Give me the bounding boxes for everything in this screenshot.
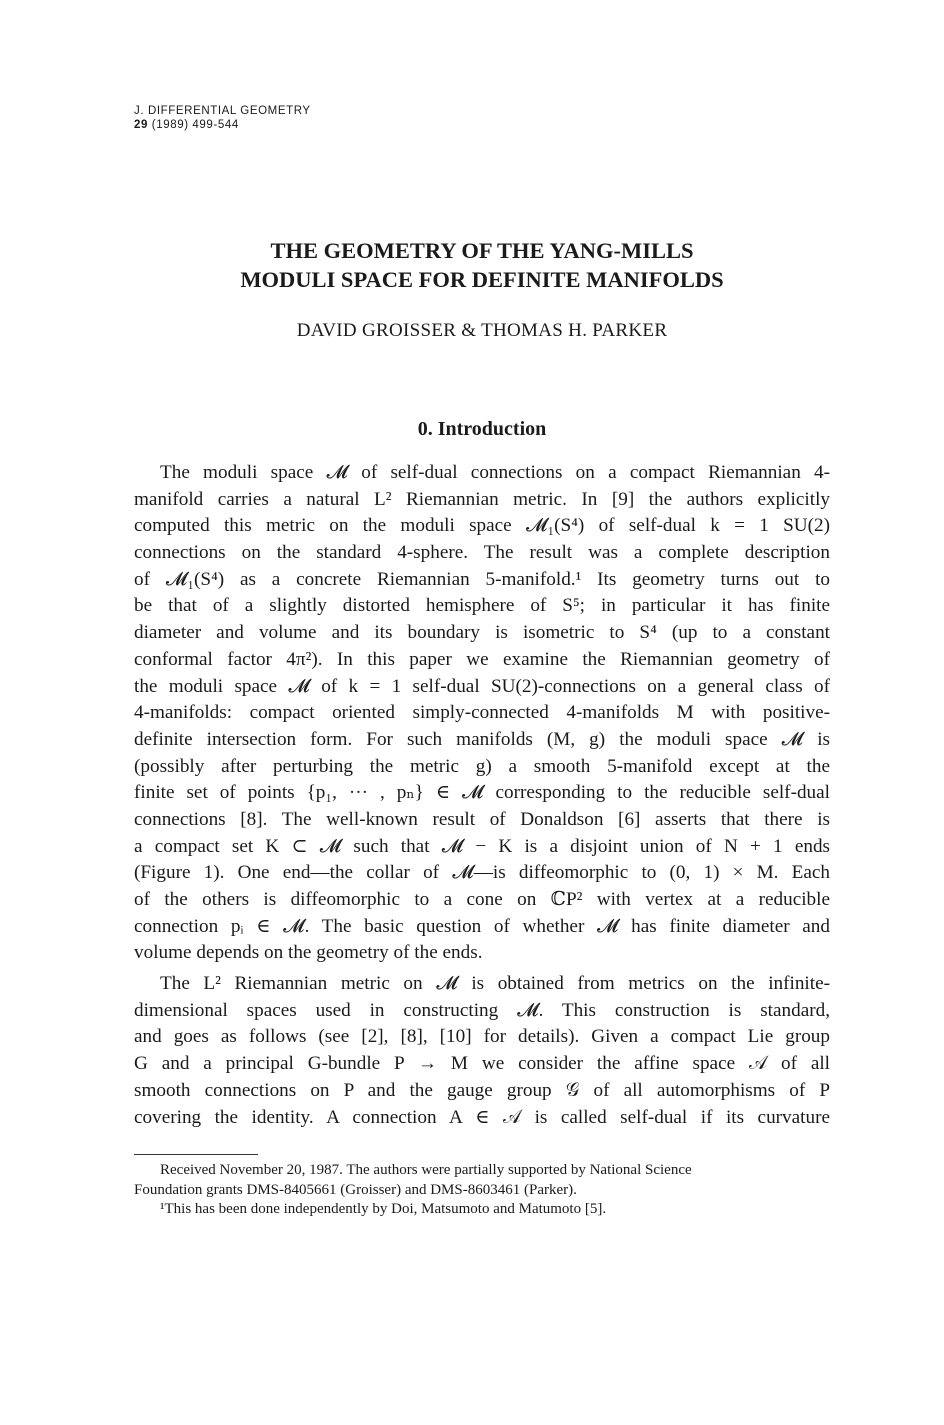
paper-title	[134, 236, 830, 294]
text-line: conformal factor 4π²). In this paper we examine the Riemannian geometry of	[134, 648, 830, 670]
paper-authors: DAVID GROISSER & THOMAS H. PARKER	[296, 320, 668, 341]
paragraph-2	[134, 971, 830, 1131]
text-line: diameter and volume and its boundary is isometric to S⁴ (up to a constant	[134, 622, 830, 644]
footnotes	[134, 1161, 830, 1220]
footnote-received-line: Received November 20, 1987. The authors were partially supported by National Science	[160, 1162, 692, 1178]
footnote-received-line: Foundation grants DMS-8405661 (Groisser) and DMS-8603461 (Parker).	[134, 1181, 577, 1198]
text-line: of the others is diffeomorphic to a cone on ℂP² with vertex at a reducible	[134, 889, 830, 910]
text-line: connections on the standard 4-sphere. The result was a complete description	[134, 542, 830, 564]
text-line: volume depends on the geometry of the ends.	[134, 942, 483, 964]
text-line: computed this metric on the moduli space 𝓜₁(S⁴) of self-dual k = 1 SU(2)	[134, 515, 830, 537]
text-line: 4-manifolds: compact oriented simply-connected 4-manifolds M with positive-	[134, 702, 830, 724]
text-line: of 𝓜₁(S⁴) as a concrete Riemannian 5-manifold.¹ Its geometry turns out to	[134, 568, 830, 590]
text-line: G and a principal G-bundle P → M we consider the affine space 𝒜 of all	[134, 1053, 830, 1075]
journal-name: J. DIFFERENTIAL GEOMETRY	[134, 105, 311, 117]
text-line: manifold carries a natural L² Riemannian metric. In [9] the authors explicitly	[134, 488, 830, 510]
footnote-1: ¹This has been done independently by Doi, Matsumoto and Matumoto [5].	[160, 1201, 607, 1217]
text-line: (Figure 1). One end—the collar of 𝓜—is diffeomorphic to (0, 1) × M. Each	[134, 862, 830, 884]
text-line: The moduli space 𝓜 of self-dual connections on a compact Riemannian 4-	[160, 462, 830, 483]
journal-year-pages: (1989) 499-544	[151, 119, 239, 131]
title-line-2: MODULI SPACE FOR DEFINITE MANIFOLDS	[240, 267, 724, 292]
text-line: and goes as follows (see [2], [8], [10] for details). Given a compact Lie group	[134, 1026, 830, 1048]
journal-volume: 29	[134, 119, 148, 131]
section-heading: 0. Introduction	[417, 418, 547, 440]
paragraph-1	[134, 460, 830, 967]
body-text	[134, 460, 830, 1131]
text-line: smooth connections on P and the gauge group 𝒢 of all automorphisms of P	[134, 1079, 830, 1101]
text-line: a compact set K ⊂ 𝓜 such that 𝓜 − K is a disjoint union of N + 1 ends	[134, 835, 830, 857]
text-line: definite intersection form. For such manifolds (M, g) the moduli space 𝓜 is	[134, 728, 830, 750]
title-line-1: THE GEOMETRY OF THE YANG-MILLS	[270, 238, 694, 263]
text-line: the moduli space 𝓜 of k = 1 self-dual SU(2)-connections on a general class of	[134, 675, 830, 697]
text-line: connection pᵢ ∈ 𝓜. The basic question of whether 𝓜 has finite diameter and	[134, 915, 830, 937]
text-line: The L² Riemannian metric on 𝓜 is obtained from metrics on the infinite-	[160, 973, 830, 995]
text-line: dimensional spaces used in constructing 𝓜. This construction is standard,	[134, 999, 830, 1021]
journal-header	[134, 104, 311, 132]
text-line: (possibly after perturbing the metric g) a smooth 5-manifold except at the	[134, 755, 830, 777]
journal-volume-line	[134, 118, 311, 132]
text-line: be that of a slightly distorted hemisphere of S⁵; in particular it has finite	[134, 595, 830, 617]
text-line: covering the identity. A connection A ∈ 𝒜 is called self-dual if its curvature	[134, 1106, 830, 1128]
text-line: finite set of points {p₁, ··· , pₙ} ∈ 𝓜 corresponding to the reducible self-dual	[134, 782, 830, 804]
footnote-rule	[134, 1154, 258, 1155]
text-line: connections [8]. The well-known result of Donaldson [6] asserts that there is	[134, 808, 830, 830]
